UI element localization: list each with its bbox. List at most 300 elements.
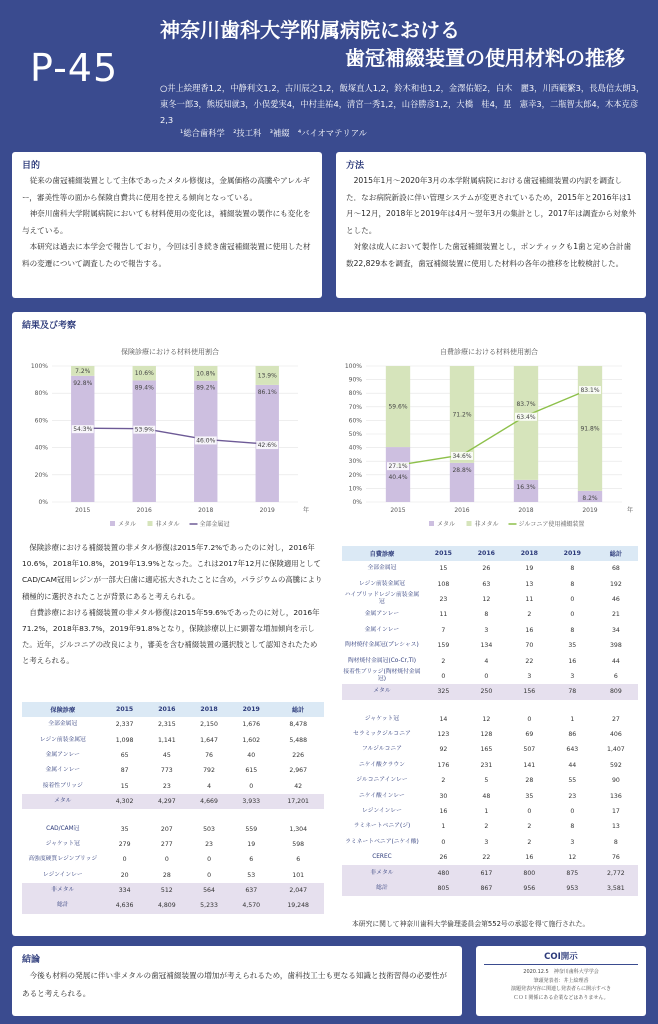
table-cell: 13 <box>525 580 534 588</box>
table-cell <box>230 809 272 821</box>
purpose-paragraph-2: 神奈川歯科大学附属病院においても材料使用の変化は，補綴装置の製作にも変化を与えている。 <box>22 209 311 235</box>
table-cell: 42 <box>294 782 303 790</box>
conclusion-title: 結論 <box>22 955 41 965</box>
table-cell: 2,150 <box>200 721 218 729</box>
row-label: ニケイ酸インレー <box>359 792 405 799</box>
table-cell: 69 <box>525 731 534 739</box>
private-table-header-5: 総計 <box>594 546 638 561</box>
purpose-paragraph-3: 本研究は過去に本学会で報告しており，今回は引き続き歯冠補綴装置に使用した材料の変遷について調査したので報告する。 <box>22 242 311 268</box>
table-row <box>342 561 638 576</box>
coi-section <box>476 946 646 1016</box>
table-cell: 792 <box>203 767 215 775</box>
table-cell: 35 <box>120 825 129 833</box>
row-label: 非メタル <box>342 865 422 880</box>
table-cell: 11 <box>525 595 534 603</box>
table-row <box>342 638 638 653</box>
table-row <box>342 684 638 699</box>
table-cell: 5,233 <box>188 898 230 913</box>
table-cell: 0 <box>570 611 575 619</box>
author-list: ○井上絵理香1,2，中静利文1,2，古川辰之1,2，飯塚直人1,2，鈴木和也1,2，金澤佑姫2，白木 麗3，川西範繁3，長島信太朗3，東冬一郎3，熊坂知就3，小俣愛実4，中村圭祐4，清宮一秀1,2，山谷勝彦1,2，大橋 桂4，星 憲幸3，二瓶智太郎4，木本克彦2,3 <box>160 83 645 125</box>
table-cell: 226 <box>292 751 305 759</box>
legend-label: 非メタル <box>155 521 180 528</box>
table-cell: 86 <box>568 731 577 739</box>
purpose-paragraph-1: 従来の歯冠補綴装置として主体であったメタル修復は，金属価格の高騰やアレルギー，審美性等の面から保険自費共に使用を控える傾向となっている。 <box>22 176 310 202</box>
table-row <box>22 794 324 809</box>
table-cell: 165 <box>480 746 493 754</box>
table-cell: 6 <box>296 856 301 864</box>
y-tick-label: 40% <box>34 444 48 452</box>
method-section <box>336 152 646 298</box>
table-row <box>342 576 638 591</box>
table-cell: 55 <box>568 777 577 785</box>
table-cell: 90 <box>611 777 620 785</box>
data-label-metal: 8.2% <box>582 494 598 502</box>
row-label: 総計 <box>22 898 104 913</box>
table-cell: 773 <box>160 767 173 775</box>
table-cell: 159 <box>437 642 450 650</box>
table-row <box>22 809 324 821</box>
bar-metal <box>71 376 94 502</box>
table-row <box>22 717 324 732</box>
table-cell: 2,772 <box>594 865 638 880</box>
method-paragraph-2: 対象は成人において製作した歯冠補綴装置とし，ポンティックも1歯と定め合計歯数22,829本を調査，歯冠補綴装置に使用した材料の各年の推移を比較検討した。 <box>346 242 632 268</box>
x-tick-label: 2015 <box>390 507 406 514</box>
bar-nonmetal <box>514 366 538 480</box>
insurance-table <box>22 702 324 914</box>
table-cell: 40 <box>247 751 256 759</box>
x-tick-label: 2018 <box>198 507 214 514</box>
table-cell: 2,967 <box>289 767 308 775</box>
x-tick-label: 2019 <box>259 507 275 514</box>
table-cell: 875 <box>551 865 594 880</box>
legend-label: メタル <box>437 521 456 528</box>
table-cell: 8 <box>613 838 618 846</box>
table-row <box>342 835 638 850</box>
table-cell <box>594 700 638 712</box>
table-cell: 76 <box>205 751 213 759</box>
table-cell: 35 <box>568 642 577 650</box>
table-cell: 0 <box>527 808 532 816</box>
table-cell: 34 <box>611 626 620 634</box>
data-label-nonmetal: 10.6% <box>134 370 154 378</box>
table-cell: 22 <box>525 657 534 665</box>
table-cell: 44 <box>568 761 577 769</box>
coi-title: COI開示 <box>484 950 638 965</box>
table-cell: 325 <box>422 684 465 699</box>
data-label-line: 54.3% <box>73 426 93 434</box>
table-cell: 16 <box>439 808 448 816</box>
table-cell: 16 <box>525 854 534 862</box>
legend-swatch <box>429 521 434 526</box>
table-cell: 231 <box>480 761 493 769</box>
table-cell: 637 <box>230 883 272 898</box>
legend-label: ジルコニア使用補綴装置 <box>518 521 585 528</box>
table-cell: 45 <box>162 751 171 759</box>
table-cell: 279 <box>118 840 131 848</box>
row-label: 金属アンレー <box>364 611 400 618</box>
table-cell: 617 <box>465 865 508 880</box>
data-label-line: 34.6% <box>452 452 472 460</box>
table-cell: 207 <box>160 825 173 833</box>
x-tick-label: 2016 <box>454 507 470 514</box>
table-row <box>22 748 324 763</box>
data-label-nonmetal: 91.8% <box>580 425 600 433</box>
y-tick-label: 100% <box>30 363 48 370</box>
table-row <box>342 653 638 668</box>
bar-metal <box>133 380 156 502</box>
table-cell: 28 <box>525 777 534 785</box>
table-cell: 4 <box>484 657 489 665</box>
table-cell <box>551 700 594 712</box>
method-paragraph-1: 2015年1月～2020年3月の本学附属病院における歯冠補綴装置の内訳を調査した．なお病院新設に伴い管理システムが変更されているため，2015年と2016年は1月～12月，2018年と2019年は4月～翌年3月の集計とし，2017年は調査から対象外とした。 <box>346 176 636 235</box>
legend-label: 全部金属冠 <box>199 521 230 528</box>
private-table-header-3: 2018 <box>508 546 551 561</box>
data-label-metal: 92.8% <box>73 379 93 387</box>
y-tick-label: 80% <box>34 390 48 398</box>
table-cell: 956 <box>508 881 551 896</box>
y-tick-label: 30% <box>348 458 362 466</box>
table-cell: 6 <box>613 672 618 680</box>
table-cell: 406 <box>609 731 622 739</box>
y-tick-label: 50% <box>348 431 362 438</box>
table-cell <box>422 700 465 712</box>
table-cell: 1,602 <box>242 736 261 744</box>
row-label: CEREC <box>372 854 392 861</box>
table-cell: 4,302 <box>104 794 146 809</box>
table-cell <box>465 700 508 712</box>
row-label: メタル <box>22 794 104 809</box>
line-series <box>398 389 590 465</box>
table-cell: 70 <box>525 642 534 650</box>
table-cell: 0 <box>164 856 169 864</box>
table-cell: 2,337 <box>115 721 134 729</box>
table-cell: 76 <box>611 854 620 862</box>
table-cell: 16 <box>525 626 534 634</box>
data-label-line: 83.1% <box>580 386 600 394</box>
table-cell: 598 <box>292 840 305 848</box>
table-cell: 8 <box>570 580 575 588</box>
results-section <box>12 312 646 936</box>
table-cell: 0 <box>122 856 127 864</box>
row-label: CAD/CAM冠 <box>46 825 80 832</box>
table-cell: 4,570 <box>230 898 272 913</box>
table-cell: 2 <box>441 657 446 665</box>
table-cell: 1,407 <box>607 746 625 754</box>
coi-line-4: ＣＯＩ関係にある企業などはありません。 <box>513 994 609 1001</box>
table-cell: 30 <box>439 792 448 800</box>
y-tick-label: 60% <box>34 417 48 425</box>
table-cell: 19 <box>247 840 256 848</box>
chart-title: 自費診療における材料使用割合 <box>440 348 538 356</box>
data-label-nonmetal: 83.7% <box>516 400 536 408</box>
row-label: レジンインレー <box>42 871 83 878</box>
data-label-nonmetal: 7.2% <box>75 368 91 375</box>
table-cell: 277 <box>160 840 173 848</box>
table-cell: 27 <box>611 715 620 723</box>
data-label-nonmetal: 13.9% <box>257 372 277 380</box>
row-label: 陶材焼付金属冠(Co-Cr,Ti) <box>347 657 417 664</box>
table-cell: 2 <box>484 823 489 831</box>
data-label-metal: 89.2% <box>196 384 216 392</box>
table-cell: 8 <box>570 565 575 573</box>
table-cell: 22 <box>482 854 491 862</box>
private-table-header-1: 2015 <box>422 546 465 561</box>
legend-swatch <box>110 521 115 526</box>
table-cell: 5 <box>484 777 489 785</box>
y-tick-label: 80% <box>348 390 362 398</box>
table-cell: 26 <box>439 854 448 862</box>
table-row <box>22 763 324 778</box>
table-row <box>342 758 638 773</box>
data-label-nonmetal: 10.8% <box>196 370 216 378</box>
table-cell: 615 <box>245 767 258 775</box>
table-cell: 592 <box>609 761 622 769</box>
data-label-nonmetal: 59.6% <box>388 403 408 411</box>
results-paragraph-2: 自費診療における補綴装置の非メタル修復は2015年59.6%であったのに対し，2016年71.2%，2018年83.7%，2019年91.8%となり，保険診療以上に顕著な増加傾向を示した。近年，ジルコニアの改良により，審美を含む補綴装置の選択肢として認知されたためと考えられる。 <box>22 607 320 666</box>
table-cell: 0 <box>441 838 446 846</box>
table-cell: 0 <box>570 595 575 603</box>
row-label: メタル <box>342 684 422 699</box>
table-cell: 1,304 <box>289 825 308 833</box>
table-cell: 1,647 <box>200 736 218 744</box>
table-cell: 643 <box>566 746 579 754</box>
table-cell: 20 <box>120 871 129 879</box>
table-cell: 0 <box>441 672 446 680</box>
table-cell <box>508 700 551 712</box>
table-cell: 16 <box>568 657 577 665</box>
data-label-metal: 16.3% <box>516 483 536 491</box>
table-cell: 4,809 <box>146 898 188 913</box>
y-tick-label: 0% <box>352 499 362 506</box>
table-cell: 17 <box>611 808 620 816</box>
table-cell: 0 <box>527 715 532 723</box>
results-title: 結果及び考察 <box>22 321 77 331</box>
table-cell: 108 <box>437 580 450 588</box>
y-tick-label: 60% <box>348 417 362 425</box>
table-cell: 23 <box>568 792 577 800</box>
row-label: レジンインレー <box>362 808 402 815</box>
y-tick-label: 20% <box>348 471 362 479</box>
table-cell: 3 <box>570 838 575 846</box>
table-cell: 63 <box>482 580 491 588</box>
table-cell: 5,488 <box>289 736 308 744</box>
table-cell: 8,478 <box>289 721 308 729</box>
table-cell: 559 <box>245 825 258 833</box>
table-cell: 503 <box>203 825 215 833</box>
data-label-metal: 28.8% <box>452 466 472 474</box>
table-row <box>22 883 324 898</box>
row-label: 全部金属冠 <box>48 721 78 728</box>
data-label-line: 27.1% <box>388 463 408 471</box>
table-cell: 28 <box>162 871 171 879</box>
table-row <box>22 852 324 867</box>
table-row <box>22 821 324 836</box>
table-cell: 134 <box>480 642 493 650</box>
table-cell: 3 <box>484 626 489 634</box>
row-label: 金属アンレー <box>45 751 80 758</box>
data-label-line: 63.4% <box>516 413 536 421</box>
table-row <box>342 788 638 803</box>
table-cell: 1,098 <box>115 736 134 744</box>
data-label-line: 46.0% <box>196 437 216 445</box>
affiliations: ¹総合歯科学 ²技工科 ³補綴 ⁴バイオマテリアル <box>180 128 367 138</box>
table-row <box>342 669 638 684</box>
row-label: 金属インレー <box>364 626 400 633</box>
table-cell: 8 <box>484 611 489 619</box>
insurance-table-header-0: 保険診療 <box>22 702 104 717</box>
data-label-line: 42.6% <box>257 442 277 450</box>
purpose-section <box>12 152 322 298</box>
table-cell: 809 <box>594 684 638 699</box>
ethics-note: 本研究に関して神奈川歯科大学倫理委員会第552号の承認を得て施行された。 <box>352 920 590 928</box>
insurance-table-header-2: 2016 <box>146 702 188 717</box>
table-cell: 2 <box>441 777 446 785</box>
table-cell: 92 <box>439 746 448 754</box>
table-cell: 3 <box>484 838 489 846</box>
row-label: 総計 <box>342 881 422 896</box>
table-row <box>342 773 638 788</box>
table-cell: 250 <box>465 684 508 699</box>
table-row <box>342 727 638 742</box>
table-cell: 3 <box>527 672 532 680</box>
table-cell: 12 <box>482 595 491 603</box>
chart-title: 保険診療における材料使用割合 <box>121 348 219 356</box>
table-cell <box>146 809 188 821</box>
row-label: ハイブリッドレジン前装金属冠 <box>344 592 420 606</box>
legend-swatch <box>148 521 153 526</box>
private-material-chart <box>334 342 644 537</box>
row-label <box>22 809 104 821</box>
table-cell: 48 <box>482 792 491 800</box>
table-cell: 805 <box>422 881 465 896</box>
row-label: 全部金属冠 <box>367 565 397 572</box>
table-cell: 35 <box>525 792 534 800</box>
table-cell: 2 <box>527 823 532 831</box>
row-label: セラミックジルコニア <box>353 731 411 738</box>
table-row <box>342 592 638 607</box>
table-cell: 6 <box>249 856 254 864</box>
row-label: 接着性ブリッジ(陶材焼付金属冠) <box>343 669 421 683</box>
table-cell: 1 <box>484 808 489 816</box>
table-cell: 2,315 <box>157 721 176 729</box>
x-unit-label: 年 <box>626 507 634 514</box>
private-table-header-4: 2019 <box>551 546 594 561</box>
table-cell: 12 <box>568 854 577 862</box>
table-cell: 8 <box>570 626 575 634</box>
row-label: 接着性ブリッジ <box>42 782 83 789</box>
insurance-table-wrapper <box>22 702 324 914</box>
row-label: レジン前装金属冠 <box>358 580 405 587</box>
table-row <box>342 742 638 757</box>
insurance-table-header-4: 2019 <box>230 702 272 717</box>
table-cell: 78 <box>551 684 594 699</box>
table-cell: 128 <box>480 731 493 739</box>
table-cell: 507 <box>523 746 536 754</box>
table-cell: 0 <box>484 672 489 680</box>
x-tick-label: 2018 <box>518 507 534 514</box>
table-row <box>22 732 324 747</box>
y-tick-label: 40% <box>348 444 362 452</box>
table-row <box>22 868 324 883</box>
table-cell: 2,047 <box>272 883 324 898</box>
table-cell: 21 <box>611 611 620 619</box>
table-cell: 1 <box>441 823 446 831</box>
table-row <box>22 837 324 852</box>
table-cell: 8 <box>570 823 575 831</box>
coi-line-3: 演題発表内容に関連し発表者らに開示すべき <box>511 986 611 992</box>
row-label: ラミネートベニア(ニケイ酸) <box>345 838 419 845</box>
table-cell: 2 <box>527 838 532 846</box>
table-row <box>342 700 638 712</box>
private-table-wrapper <box>342 546 638 896</box>
coi-line-2: 筆頭発表者：井上絵理香 <box>533 977 589 984</box>
table-row <box>342 865 638 880</box>
table-row <box>342 712 638 727</box>
table-cell: 398 <box>609 642 622 650</box>
table-cell: 176 <box>437 761 450 769</box>
table-cell: 0 <box>249 782 254 790</box>
y-tick-label: 10% <box>348 485 362 493</box>
table-cell: 867 <box>465 881 508 896</box>
table-cell: 4,297 <box>146 794 188 809</box>
table-cell: 23 <box>205 840 213 848</box>
row-label: ジャケット冠 <box>45 840 80 847</box>
row-label: ジルコニアインレー <box>356 777 408 784</box>
results-paragraph-1: 保険診療における補綴装置の非メタル修復は2015年7.2%であったのに対し，2016年10.6%，2018年10.8%，2019年13.9%となった。これは2017年12月に保険適用としてCAD/CAM冠用レジンが一部大臼歯に適応拡大されたことに含め，パラジウムの高騰により積極的に選択されたことが背景にあると考えられる。 <box>22 543 323 601</box>
table-cell: 480 <box>422 865 465 880</box>
conclusion-text: 今後も材料の発展に伴い非メタルの歯冠補綴装置の増加が考えられるため，歯科技工士も更なる知識と技術習得の必要性があると考えられる。 <box>22 971 447 998</box>
table-cell: 15 <box>439 565 448 573</box>
table-cell: 1,676 <box>242 721 261 729</box>
table-cell: 4,636 <box>104 898 146 913</box>
poster-number: P-45 <box>30 46 119 90</box>
table-cell: 101 <box>292 871 305 879</box>
table-cell: 3,581 <box>594 881 638 896</box>
x-tick-label: 2015 <box>75 507 91 514</box>
legend-swatch <box>467 521 472 526</box>
table-row <box>342 850 638 865</box>
table-cell: 14 <box>439 715 448 723</box>
table-row <box>342 607 638 622</box>
table-cell: 512 <box>146 883 188 898</box>
purpose-title: 目的 <box>22 161 41 171</box>
private-table <box>342 546 638 896</box>
table-cell: 800 <box>508 865 551 880</box>
private-table-header-0: 自費診療 <box>342 546 422 561</box>
table-cell: 1,141 <box>157 736 176 744</box>
insurance-table-header-5: 総計 <box>272 702 324 717</box>
data-label-metal: 86.1% <box>257 388 277 396</box>
table-cell: 7 <box>441 626 446 634</box>
table-cell: 0 <box>207 856 211 864</box>
table-cell: 564 <box>188 883 230 898</box>
x-tick-label: 2016 <box>136 507 152 514</box>
insurance-table-header-1: 2015 <box>104 702 146 717</box>
legend-label: メタル <box>118 521 137 528</box>
table-row <box>342 623 638 638</box>
table-cell: 334 <box>104 883 146 898</box>
y-tick-label: 100% <box>344 363 362 370</box>
insurance-table-header-3: 2018 <box>188 702 230 717</box>
y-tick-label: 20% <box>34 471 48 479</box>
table-cell: 3 <box>570 672 575 680</box>
table-cell: 4 <box>207 782 211 790</box>
x-tick-label: 2019 <box>582 507 598 514</box>
table-cell: 11 <box>439 611 448 619</box>
data-label-nonmetal: 71.2% <box>452 411 472 419</box>
table-cell: 65 <box>120 751 129 759</box>
table-cell: 53 <box>247 871 256 879</box>
